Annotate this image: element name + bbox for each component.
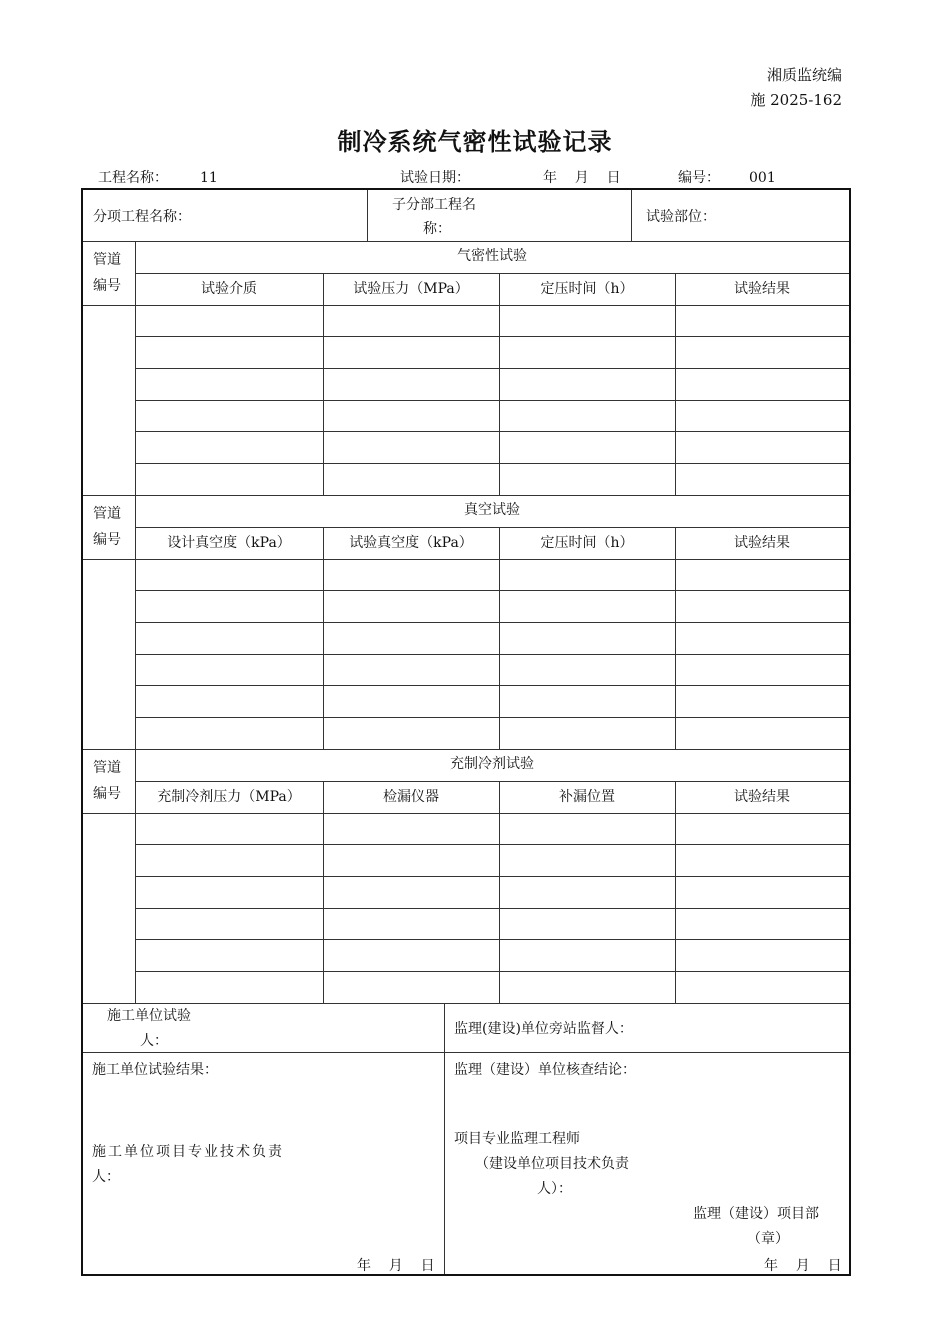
column-header: 补漏位置: [559, 789, 615, 805]
pipe-number-label: 管道: [93, 506, 121, 522]
table-row: [135, 463, 849, 464]
pipe-number-label-cont: 编号: [93, 278, 121, 294]
table-row: [135, 685, 849, 686]
column-header: 试验压力（MPa）: [353, 281, 469, 297]
test-date-label: 试验日期：: [400, 170, 470, 186]
number-label: 编号：: [678, 170, 720, 186]
section-title: 充制冷剂试验: [450, 756, 534, 772]
cell-divider: [367, 190, 368, 241]
section-title: 真空试验: [464, 502, 520, 518]
project-name-value: 11: [200, 170, 218, 186]
column-header: 试验结果: [734, 535, 790, 551]
contractor-tech-lead-label-cont: 人：: [92, 1169, 120, 1185]
doc-ref-line-1: 湘质监统编: [766, 66, 842, 84]
pipe-number-label-cont: 编号: [93, 532, 121, 548]
table-row: [135, 876, 849, 877]
supervisor-conclusion-label: 监理（建设）单位核查结论：: [454, 1062, 636, 1078]
contractor-date: 年 月 日: [357, 1258, 435, 1274]
section-title: 气密性试验: [457, 248, 527, 264]
cell-divider: [631, 190, 632, 241]
column-header: 设计真空度（kPa）: [167, 535, 291, 551]
project-name-label: 工程名称：: [98, 170, 168, 186]
page-title: 制冷系统气密性试验记录: [337, 128, 613, 156]
table-row: [135, 400, 849, 401]
column-header: 试验真空度（kPa）: [349, 535, 473, 551]
table-row: [135, 368, 849, 369]
column-header: 充制冷剂压力（MPa）: [157, 789, 301, 805]
supervisor-witness-label: 监理(建设)单位旁站监督人：: [454, 1021, 633, 1037]
sub-part-name-label-cont: 称：: [423, 221, 451, 237]
table-row: [135, 844, 849, 845]
column-header: 定压时间（h）: [540, 535, 634, 551]
tester-label-cont: 人：: [140, 1033, 168, 1049]
doc-ref-line-2: 施 2025-162: [750, 91, 842, 109]
table-row: [135, 971, 849, 972]
column-header: 检漏仪器: [383, 789, 439, 805]
pipe-number-label: 管道: [93, 760, 121, 776]
sub-item-name-label: 分项工程名称：: [93, 209, 191, 225]
column-header: 定压时间（h）: [540, 281, 634, 297]
pipe-number-label-cont: 编号: [93, 786, 121, 802]
vacuum-test-section: [83, 495, 849, 749]
contractor-result-label: 施工单位试验结果：: [92, 1062, 218, 1078]
column-header: 试验结果: [734, 789, 790, 805]
table-row: [135, 654, 849, 655]
test-date-value: 年 月 日: [543, 170, 621, 186]
supervising-engineer-label: 项目专业监理工程师: [454, 1131, 580, 1147]
sub-part-name-label: 子分部工程名: [392, 197, 476, 213]
footer-divider: [444, 1003, 445, 1274]
test-location-label: 试验部位：: [646, 209, 716, 225]
column-header: 试验介质: [201, 281, 257, 297]
table-row: [135, 908, 849, 909]
supervision-dept-label: 监理（建设）项目部: [693, 1206, 819, 1222]
refrigerant-charge-test-section: [83, 749, 849, 1003]
table-row: [135, 590, 849, 591]
table-row: [135, 336, 849, 337]
supervising-engineer-label-cont: （建设单位项目技术负责: [475, 1156, 629, 1172]
table-row: [135, 431, 849, 432]
supervisor-date: 年 月 日: [764, 1258, 842, 1274]
seal-label: （章）: [747, 1231, 789, 1247]
table-row: [135, 717, 849, 718]
airtightness-test-section: [83, 241, 849, 495]
supervising-engineer-label-end: 人）：: [537, 1181, 572, 1197]
contractor-tech-lead-label: 施工单位项目专业技术负责: [92, 1144, 284, 1160]
test-record-form: [81, 188, 851, 1276]
pipe-number-label: 管道: [93, 252, 121, 268]
column-header: 试验结果: [734, 281, 790, 297]
table-row: [135, 622, 849, 623]
number-value: 001: [749, 170, 776, 186]
tester-label: 施工单位试验: [107, 1008, 191, 1024]
table-row: [135, 939, 849, 940]
